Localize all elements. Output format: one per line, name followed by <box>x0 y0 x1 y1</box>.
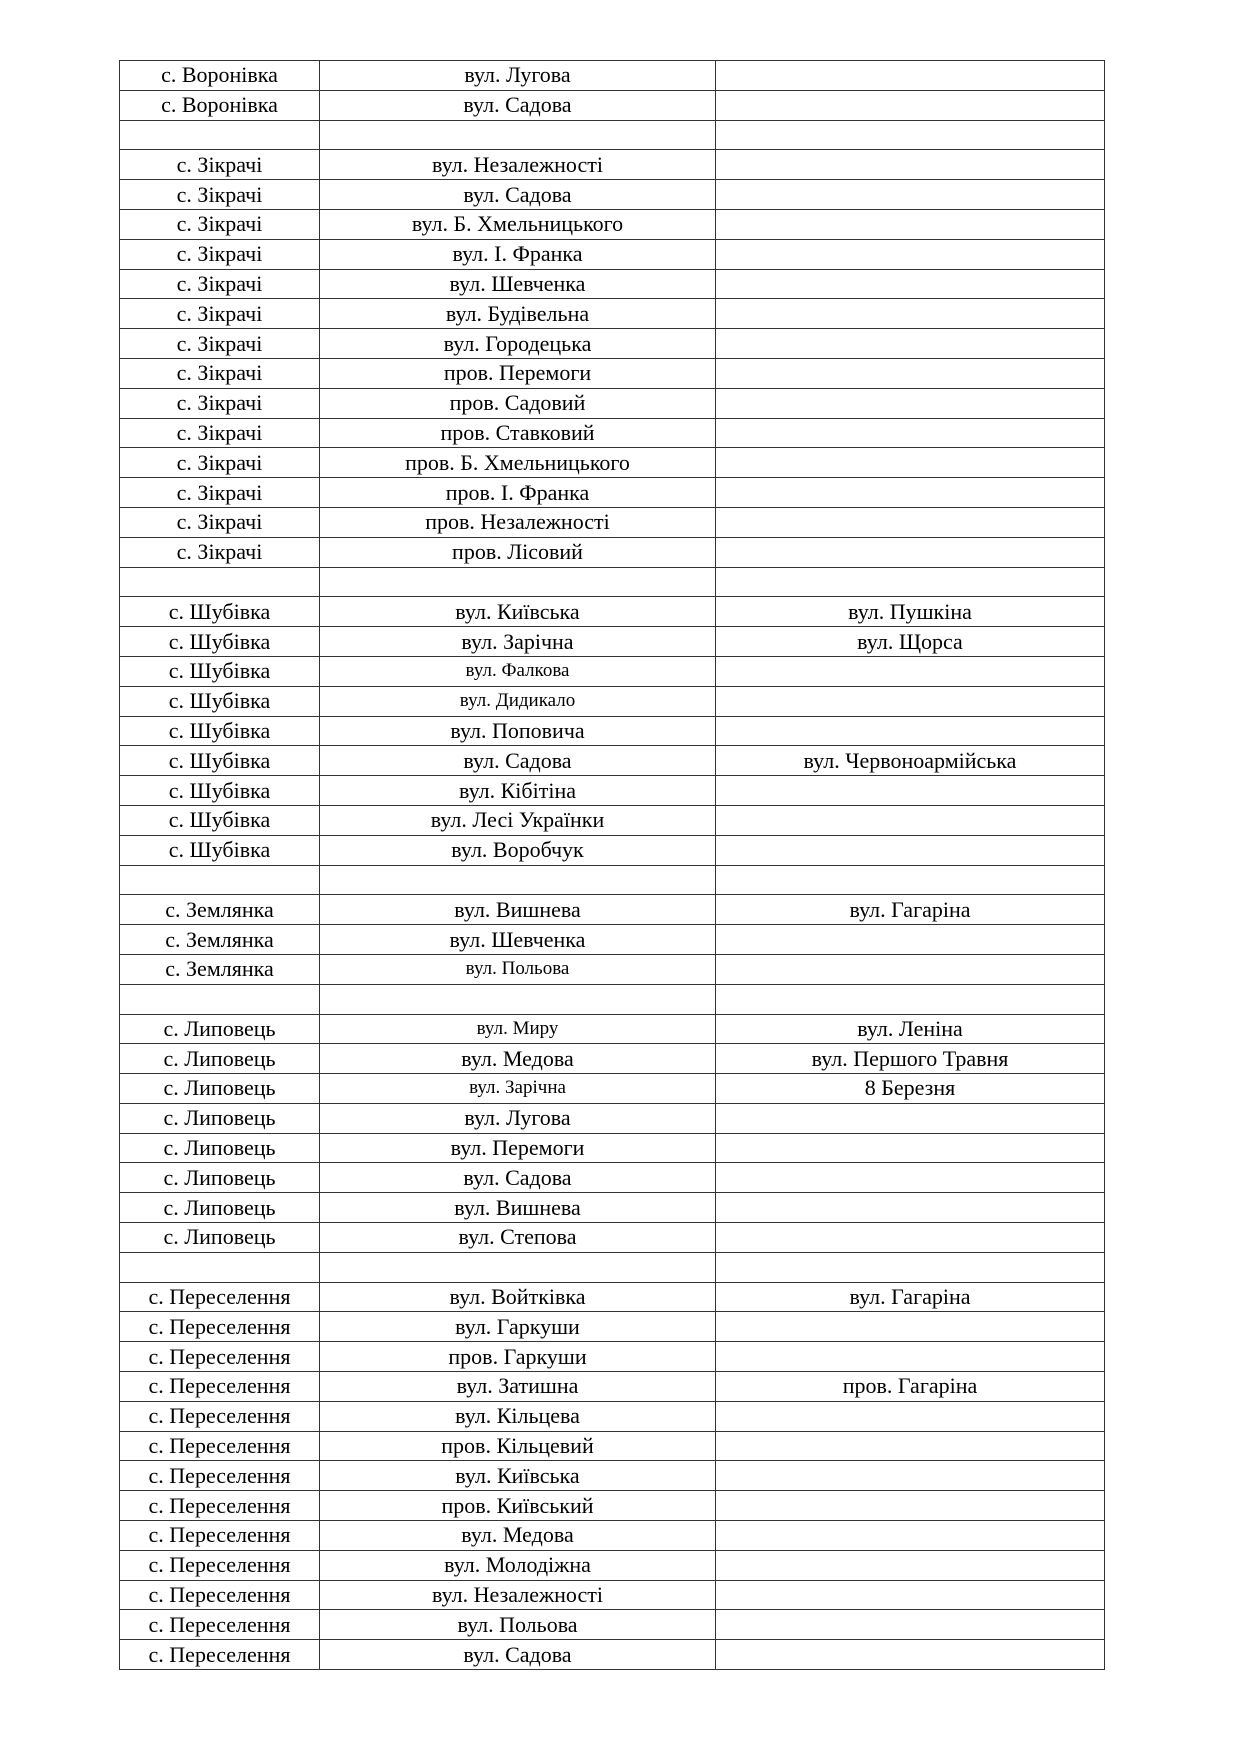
table-row <box>120 716 1105 746</box>
village-cell: с. Переселення <box>120 1491 320 1521</box>
street-cell <box>320 120 716 150</box>
old-name-cell <box>716 776 1105 806</box>
village-cell: с. Зікрачі <box>120 448 320 478</box>
street-cell: вул. Дидикало <box>320 686 716 716</box>
street-cell: вул. Київська <box>320 1461 716 1491</box>
old-name-cell <box>716 239 1105 269</box>
village-cell <box>120 984 320 1014</box>
village-cell: с. Зікрачі <box>120 150 320 180</box>
village-cell: с. Шубівка <box>120 627 320 657</box>
table-row <box>120 1133 1105 1163</box>
village-cell: с. Липовець <box>120 1014 320 1044</box>
village-cell: с. Шубівка <box>120 805 320 835</box>
street-cell: пров. Незалежності <box>320 507 716 537</box>
street-cell: вул. Садова <box>320 180 716 210</box>
village-cell: с. Переселення <box>120 1640 320 1670</box>
street-cell: пров. Б. Хмельницького <box>320 448 716 478</box>
village-cell: с. Зікрачі <box>120 299 320 329</box>
old-name-cell <box>716 1610 1105 1640</box>
village-cell: с. Шубівка <box>120 776 320 806</box>
old-name-cell <box>716 537 1105 567</box>
old-name-cell <box>716 507 1105 537</box>
table-row <box>120 180 1105 210</box>
street-cell: пров. Лісовий <box>320 537 716 567</box>
table-row <box>120 835 1105 865</box>
old-name-cell <box>716 388 1105 418</box>
street-cell: вул. Молодіжна <box>320 1550 716 1580</box>
old-name-cell <box>716 150 1105 180</box>
table-row <box>120 746 1105 776</box>
village-cell <box>120 865 320 895</box>
old-name-cell <box>716 61 1105 91</box>
table-row <box>120 1342 1105 1372</box>
village-cell: с. Зікрачі <box>120 209 320 239</box>
old-name-cell <box>716 1103 1105 1133</box>
street-cell: вул. Польова <box>320 1610 716 1640</box>
old-name-cell <box>716 984 1105 1014</box>
village-cell: с. Землянка <box>120 895 320 925</box>
table-row <box>120 1282 1105 1312</box>
village-cell: с. Переселення <box>120 1580 320 1610</box>
old-name-cell <box>716 567 1105 597</box>
table-row <box>120 537 1105 567</box>
table-row <box>120 209 1105 239</box>
table-row <box>120 507 1105 537</box>
table-row <box>120 776 1105 806</box>
old-name-cell <box>716 835 1105 865</box>
street-cell: вул. Незалежності <box>320 150 716 180</box>
old-name-cell <box>716 90 1105 120</box>
village-cell: с. Липовець <box>120 1044 320 1074</box>
old-name-cell <box>716 1431 1105 1461</box>
streets-table <box>119 60 1105 1670</box>
street-cell: вул. Лесі Українки <box>320 805 716 835</box>
table-row <box>120 1521 1105 1551</box>
old-name-cell <box>716 478 1105 508</box>
village-cell: с. Зікрачі <box>120 358 320 388</box>
village-cell: с. Шубівка <box>120 656 320 686</box>
old-name-cell <box>716 1491 1105 1521</box>
village-cell: с. Липовець <box>120 1223 320 1253</box>
old-name-cell <box>716 1521 1105 1551</box>
old-name-cell: 8 Березня <box>716 1074 1105 1104</box>
street-cell: вул. Фалкова <box>320 656 716 686</box>
village-cell: с. Переселення <box>120 1610 320 1640</box>
street-cell: вул. Лугова <box>320 61 716 91</box>
table-row <box>120 1580 1105 1610</box>
village-cell: с. Липовець <box>120 1103 320 1133</box>
street-cell: вул. Миру <box>320 1014 716 1044</box>
village-cell: с. Переселення <box>120 1312 320 1342</box>
table-row <box>120 984 1105 1014</box>
table-row <box>120 329 1105 359</box>
village-cell: с. Липовець <box>120 1074 320 1104</box>
village-cell: с. Зікрачі <box>120 239 320 269</box>
old-name-cell: вул. Гагаріна <box>716 895 1105 925</box>
table-row <box>120 567 1105 597</box>
village-cell: с. Переселення <box>120 1401 320 1431</box>
street-cell: вул. Садова <box>320 1640 716 1670</box>
old-name-cell <box>716 1223 1105 1253</box>
old-name-cell <box>716 1133 1105 1163</box>
street-cell: вул. Кібітіна <box>320 776 716 806</box>
table-row <box>120 448 1105 478</box>
table-row <box>120 388 1105 418</box>
village-cell: с. Шубівка <box>120 835 320 865</box>
old-name-cell <box>716 329 1105 359</box>
village-cell: с. Зікрачі <box>120 537 320 567</box>
street-cell: пров. І. Франка <box>320 478 716 508</box>
street-cell: вул. Київська <box>320 597 716 627</box>
table-row <box>120 478 1105 508</box>
village-cell <box>120 567 320 597</box>
old-name-cell <box>716 180 1105 210</box>
table-row <box>120 925 1105 955</box>
village-cell: с. Переселення <box>120 1282 320 1312</box>
old-name-cell: вул. Гагаріна <box>716 1282 1105 1312</box>
table-row <box>120 1431 1105 1461</box>
street-cell: вул. Лугова <box>320 1103 716 1133</box>
table-row <box>120 1193 1105 1223</box>
street-cell: вул. Будівельна <box>320 299 716 329</box>
table-row <box>120 865 1105 895</box>
street-cell: вул. Садова <box>320 90 716 120</box>
table-row <box>120 61 1105 91</box>
village-cell: с. Переселення <box>120 1461 320 1491</box>
street-cell: вул. Поповича <box>320 716 716 746</box>
old-name-cell <box>716 299 1105 329</box>
street-cell: вул. Медова <box>320 1044 716 1074</box>
table-row <box>120 1401 1105 1431</box>
table-row <box>120 1044 1105 1074</box>
street-cell: вул. Медова <box>320 1521 716 1551</box>
table-row <box>120 1372 1105 1402</box>
table-row <box>120 805 1105 835</box>
table-row <box>120 1163 1105 1193</box>
old-name-cell <box>716 1580 1105 1610</box>
street-cell: вул. Шевченка <box>320 269 716 299</box>
street-cell: пров. Садовий <box>320 388 716 418</box>
village-cell: с. Липовець <box>120 1163 320 1193</box>
street-cell: вул. Зарічна <box>320 1074 716 1104</box>
old-name-cell <box>716 1550 1105 1580</box>
table-row <box>120 1610 1105 1640</box>
street-cell: вул. І. Франка <box>320 239 716 269</box>
table-row <box>120 895 1105 925</box>
village-cell: с. Зікрачі <box>120 269 320 299</box>
old-name-cell <box>716 1252 1105 1282</box>
street-cell: вул. Степова <box>320 1223 716 1253</box>
table-row <box>120 627 1105 657</box>
table-row <box>120 1014 1105 1044</box>
table-row <box>120 120 1105 150</box>
streets-table-body <box>120 61 1105 1670</box>
village-cell <box>120 120 320 150</box>
village-cell: с. Переселення <box>120 1342 320 1372</box>
street-cell: вул. Шевченка <box>320 925 716 955</box>
street-cell: вул. Зарічна <box>320 627 716 657</box>
village-cell: с. Переселення <box>120 1372 320 1402</box>
old-name-cell: пров. Гагаріна <box>716 1372 1105 1402</box>
table-row <box>120 1223 1105 1253</box>
table-row <box>120 269 1105 299</box>
old-name-cell <box>716 418 1105 448</box>
old-name-cell <box>716 448 1105 478</box>
village-cell: с. Воронівка <box>120 90 320 120</box>
table-row <box>120 1312 1105 1342</box>
table-row <box>120 1103 1105 1133</box>
table-row <box>120 686 1105 716</box>
table-row <box>120 1550 1105 1580</box>
street-cell <box>320 1252 716 1282</box>
village-cell: с. Шубівка <box>120 746 320 776</box>
village-cell: с. Зікрачі <box>120 478 320 508</box>
village-cell: с. Шубівка <box>120 597 320 627</box>
table-row <box>120 1640 1105 1670</box>
street-cell: вул. Вишнева <box>320 895 716 925</box>
village-cell: с. Воронівка <box>120 61 320 91</box>
table-row <box>120 299 1105 329</box>
table-row <box>120 358 1105 388</box>
old-name-cell <box>716 1312 1105 1342</box>
street-cell: вул. Садова <box>320 1163 716 1193</box>
village-cell: с. Переселення <box>120 1550 320 1580</box>
village-cell: с. Землянка <box>120 925 320 955</box>
street-cell: пров. Ставковий <box>320 418 716 448</box>
old-name-cell: вул. Першого Травня <box>716 1044 1105 1074</box>
table-row <box>120 954 1105 984</box>
village-cell: с. Липовець <box>120 1133 320 1163</box>
street-cell <box>320 865 716 895</box>
street-cell: вул. Б. Хмельницького <box>320 209 716 239</box>
old-name-cell <box>716 120 1105 150</box>
village-cell: с. Шубівка <box>120 716 320 746</box>
old-name-cell <box>716 925 1105 955</box>
village-cell: с. Переселення <box>120 1521 320 1551</box>
table-row <box>120 150 1105 180</box>
street-cell: пров. Кільцевий <box>320 1431 716 1461</box>
street-cell: вул. Незалежності <box>320 1580 716 1610</box>
street-cell: вул. Гаркуши <box>320 1312 716 1342</box>
old-name-cell <box>716 1461 1105 1491</box>
village-cell: с. Зікрачі <box>120 418 320 448</box>
village-cell: с. Зікрачі <box>120 507 320 537</box>
old-name-cell: вул. Щорса <box>716 627 1105 657</box>
village-cell: с. Зікрачі <box>120 388 320 418</box>
old-name-cell <box>716 686 1105 716</box>
village-cell <box>120 1252 320 1282</box>
table-row <box>120 90 1105 120</box>
old-name-cell <box>716 1640 1105 1670</box>
old-name-cell: вул. Леніна <box>716 1014 1105 1044</box>
street-cell: вул. Перемоги <box>320 1133 716 1163</box>
village-cell: с. Шубівка <box>120 686 320 716</box>
street-cell: вул. Кільцева <box>320 1401 716 1431</box>
street-cell <box>320 984 716 1014</box>
old-name-cell <box>716 1193 1105 1223</box>
old-name-cell <box>716 954 1105 984</box>
street-cell: вул. Войтківка <box>320 1282 716 1312</box>
table-row <box>120 1491 1105 1521</box>
old-name-cell <box>716 1163 1105 1193</box>
village-cell: с. Землянка <box>120 954 320 984</box>
street-cell: вул. Садова <box>320 746 716 776</box>
village-cell: с. Переселення <box>120 1431 320 1461</box>
street-cell: вул. Городецька <box>320 329 716 359</box>
table-row <box>120 239 1105 269</box>
old-name-cell <box>716 865 1105 895</box>
street-cell: вул. Польова <box>320 954 716 984</box>
old-name-cell <box>716 1401 1105 1431</box>
old-name-cell: вул. Червоноармійська <box>716 746 1105 776</box>
street-cell: пров. Київський <box>320 1491 716 1521</box>
table-row <box>120 1252 1105 1282</box>
street-cell: вул. Вишнева <box>320 1193 716 1223</box>
table-row <box>120 1461 1105 1491</box>
street-cell: пров. Перемоги <box>320 358 716 388</box>
village-cell: с. Зікрачі <box>120 329 320 359</box>
old-name-cell: вул. Пушкіна <box>716 597 1105 627</box>
old-name-cell <box>716 269 1105 299</box>
table-row <box>120 656 1105 686</box>
old-name-cell <box>716 209 1105 239</box>
table-row <box>120 597 1105 627</box>
village-cell: с. Липовець <box>120 1193 320 1223</box>
street-cell <box>320 567 716 597</box>
village-cell: с. Зікрачі <box>120 180 320 210</box>
old-name-cell <box>716 656 1105 686</box>
old-name-cell <box>716 716 1105 746</box>
old-name-cell <box>716 805 1105 835</box>
old-name-cell <box>716 358 1105 388</box>
table-row <box>120 418 1105 448</box>
street-cell: вул. Затишна <box>320 1372 716 1402</box>
street-cell: вул. Воробчук <box>320 835 716 865</box>
street-cell: пров. Гаркуши <box>320 1342 716 1372</box>
table-row <box>120 1074 1105 1104</box>
old-name-cell <box>716 1342 1105 1372</box>
